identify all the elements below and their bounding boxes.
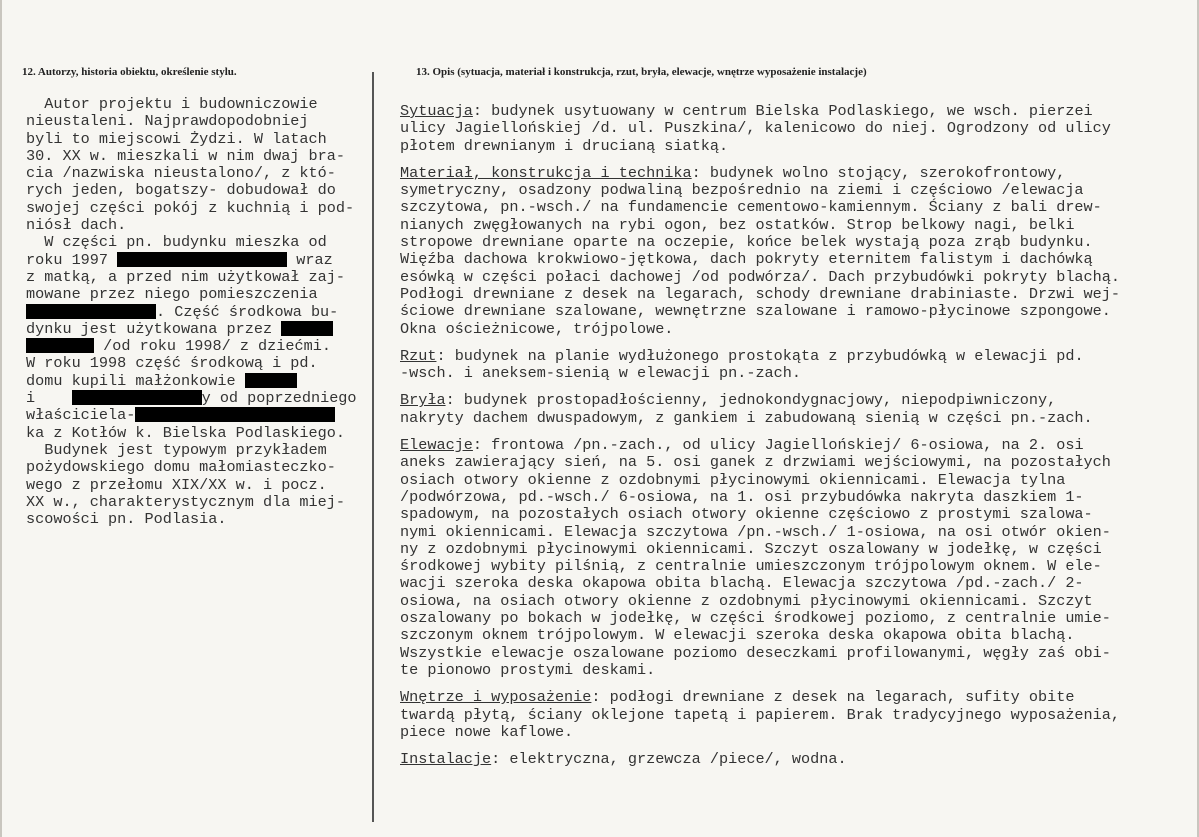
text-line: piece nowe kaflowe. [400, 722, 574, 741]
material-paragraph [400, 165, 1180, 338]
text-line: nymi okiennicami. Elewacja szczytowa /pn.-wsch./ 1-osiowa, na osi otwór okien- [400, 522, 1111, 541]
text-line: scowości pn. Podlasia. [26, 510, 227, 529]
redaction-bar [281, 321, 333, 336]
text-line: spadowym, na pozostałych osiach otwory okienne częściowo z prostymi szalowa- [400, 505, 1093, 524]
text-line: cia /nazwiska nieustalono/, z któ- [26, 164, 336, 183]
text-line: płotem drewnianym i drucianą siatką. [400, 136, 729, 155]
text-line: 30. XX w. mieszkali w nim dwaj bra- [26, 146, 345, 165]
text-line [26, 373, 372, 390]
text-fragment: : budynek na planie wydłużonego prostokąta z przybudówką w elewacji pd. [436, 346, 1084, 365]
text-fragment: : budynek usytuowany w centrum Bielska Podlaskiego, we wsch. pierzei [472, 102, 1093, 120]
wnetrze-paragraph [400, 689, 1180, 741]
text-line: W roku 1998 część środkową i pd. [26, 354, 318, 373]
text-line: z matką, a przed nim użytkował zaj- [26, 267, 345, 286]
text-line: osiowa, na osiach otwory okienne z ozdobnymi płycinowymi okiennicami. Szczyt [400, 591, 1093, 610]
text-fragment: : podłogi drewniane z desek na legarach, sufity obite [591, 688, 1075, 707]
text-fragment: i [26, 389, 36, 408]
text-line [400, 348, 1180, 365]
text-fragment: dynku jest użytkowana przez [26, 319, 273, 338]
text-line: symetryczny, osadzony podwaliną bezpośrednio na ziemi i częściowo /elewacja [400, 181, 1084, 200]
text-line: twardą płytą, ściany oklejone tapetą i papierem. Brak tradycyjnego wyposażenia, [400, 705, 1121, 724]
text-fragment: : budynek prostopadłościenny, jednokondygnacjowy, niepodpiwniczony, [445, 391, 1057, 410]
text-line [400, 103, 1180, 120]
redaction-bar [72, 390, 202, 405]
text-fragment: roku 1997 [26, 250, 109, 269]
section-heading: Instalacje [400, 750, 492, 769]
text-line: byli to miejscowi Żydzi. W latach [26, 129, 327, 148]
text-line: Budynek jest typowym przykładem [26, 440, 327, 459]
text-line [400, 689, 1180, 706]
redaction-bar [135, 407, 335, 422]
text-line [26, 338, 372, 355]
text-line: Wszystkie elewacje oszalowane poziomo deseczkami profilowanymi, węgły zaś obi- [400, 643, 1111, 662]
text-line: wego z przełomu XIX/XX w. i pocz. [26, 475, 327, 494]
instalacje-paragraph [400, 751, 1180, 768]
text-line: Więźba dachowa krokwiowo-jętkowa, dach pokryty eternitem falistym i dachówką [400, 250, 1093, 269]
bryla-paragraph [400, 392, 1180, 427]
rzut-paragraph [400, 348, 1180, 383]
text-line [400, 751, 1180, 768]
text-fragment: y od poprzedniego [201, 389, 357, 408]
text-line [400, 392, 1180, 409]
text-fragment: wraz [296, 250, 333, 269]
text-fragment: : budynek wolno stojący, szerokofrontowy, [691, 163, 1066, 182]
text-line: Autor projektu i budowniczowie [26, 95, 318, 113]
redaction-bar [117, 252, 287, 267]
text-line: rych jeden, bogatszy- dobudował do [26, 181, 336, 200]
elewacje-paragraph [400, 437, 1180, 679]
section-heading: Wnętrze i wyposażenie [400, 688, 592, 707]
section-12-header: 12. Autorzy, historia obiektu, określenie stylu. [22, 66, 237, 78]
text-line: stropowe drewniane oparte na oczepie, końce belek wystają poza zrąb budynku. [400, 233, 1093, 252]
text-fragment: : elektryczna, grzewcza /piece/, wodna. [491, 750, 847, 769]
text-line: Okna ościeżnicowe, trójpolowe. [400, 319, 674, 338]
text-line: niósł dach. [26, 216, 127, 235]
section-heading: Elewacje [400, 436, 473, 455]
text-line: esówką w części połaci dachowej /od podwórza/. Dach przybudówki pokryty blachą. [400, 267, 1121, 286]
text-line: osiach otwory okienne z ozdobnymi płycinowymi okiennicami. Elewacja tylna [400, 470, 1066, 489]
text-line: XX w., charakterystycznym dla miej- [26, 492, 345, 511]
text-line: mowane przez niego pomieszczenia [26, 285, 318, 304]
redaction-bar [245, 373, 297, 388]
section-heading: Sytuacja [400, 102, 473, 120]
section-13-header: 13. Opis (sytuacja, materiał i konstrukcja, rzut, bryła, elewacje, wnętrze wyposażenie instalacje) [416, 66, 867, 78]
text-fragment: właściciela- [26, 406, 136, 425]
column-divider [372, 72, 374, 822]
text-fragment: domu kupili małżonkowie [26, 371, 236, 390]
text-line: Podłogi drewniane z desek na legarach, schody drewniane drabiniaste. Drzwi wej- [400, 284, 1121, 303]
section-heading: Materiał, konstrukcja i technika [400, 163, 692, 182]
text-line: ka z Kotłów k. Bielska Podlaskiego. [26, 423, 345, 442]
text-line: pożydowskiego domu małomiasteczko- [26, 458, 336, 477]
text-fragment: /od roku 1998/ z dziećmi. [94, 337, 331, 356]
text-fragment: : frontowa /pn.-zach., od ulicy Jagiellońskiej/ 6-osiowa, na 2. osi [472, 436, 1084, 455]
text-line: aneks zawierający sień, na 5. osi ganek z drzwiami wejściowymi, na pozostałych [400, 453, 1111, 472]
text-line: ulicy Jagiellońskiej /d. ul. Puszkina/, kalenicowo do niej. Ogrodzony od ulicy [400, 119, 1111, 138]
text-line: nakryty dachem dwuspadowym, z gankiem i zabudowaną sienią w części pn.-zach. [400, 408, 1093, 427]
sytuacja-paragraph [400, 103, 1180, 155]
text-line: nianych zwęgłowanych na rybi ogon, bez ostatków. Strop belkowy nagi, belki [400, 215, 1075, 234]
redaction-bar [26, 304, 156, 319]
section-heading: Rzut [400, 346, 437, 365]
history-text [26, 96, 372, 528]
text-line [400, 437, 1180, 454]
redaction-bar [26, 338, 94, 353]
description-text [400, 103, 1180, 778]
text-line [26, 252, 372, 269]
text-line: środkowej wybity pilśnią, z centralnie umieszczonym trójpolowym oknem. W ele- [400, 557, 1102, 576]
text-line: szczytowa, pn.-wsch./ na fundamencie cementowo-kamiennym. Ściany z bali drew- [400, 198, 1102, 217]
text-line [400, 165, 1180, 182]
text-line: wacji szeroka deska okapowa obita blachą. Elewacja szczytowa /pd.-zach./ 2- [400, 574, 1084, 593]
text-line: ściowe drewniane szalowane, wewnętrzne szalowane i ramowo-płycinowe szpongowe. [400, 302, 1111, 321]
text-line [26, 390, 372, 407]
text-line: W części pn. budynku mieszka od [26, 233, 327, 252]
text-line: ny z ozdobnymi płycinowymi okiennicami. Szczyt oszalowany w jodełkę, w części [400, 539, 1102, 558]
text-line [26, 321, 372, 338]
text-line [26, 304, 372, 321]
text-line [26, 407, 372, 424]
text-line: /podwórzowa, pd.-wsch./ 6-osiowa, na 1. osi przybudówka nakryta daszkiem 1- [400, 487, 1084, 506]
text-line: te pionowo prostymi deskami. [400, 660, 656, 679]
section-heading: Bryła [400, 391, 446, 410]
text-line: nieustaleni. Najprawdopodobniej [26, 112, 309, 131]
text-line: szczonym oknem trójpolowym. W elewacji szeroka deska okapowa obita blachą. [400, 626, 1075, 645]
text-line: oszalowany po bokach w jodełkę, w części środkowej poziomo, z centralnie umie- [400, 609, 1111, 628]
text-line: -wsch. i aneksem-sienią w elewacji pn.-zach. [400, 364, 802, 383]
text-fragment: . Część środkowa bu- [156, 302, 339, 321]
text-line: swojej części pokój z kuchnią i pod- [26, 198, 355, 217]
